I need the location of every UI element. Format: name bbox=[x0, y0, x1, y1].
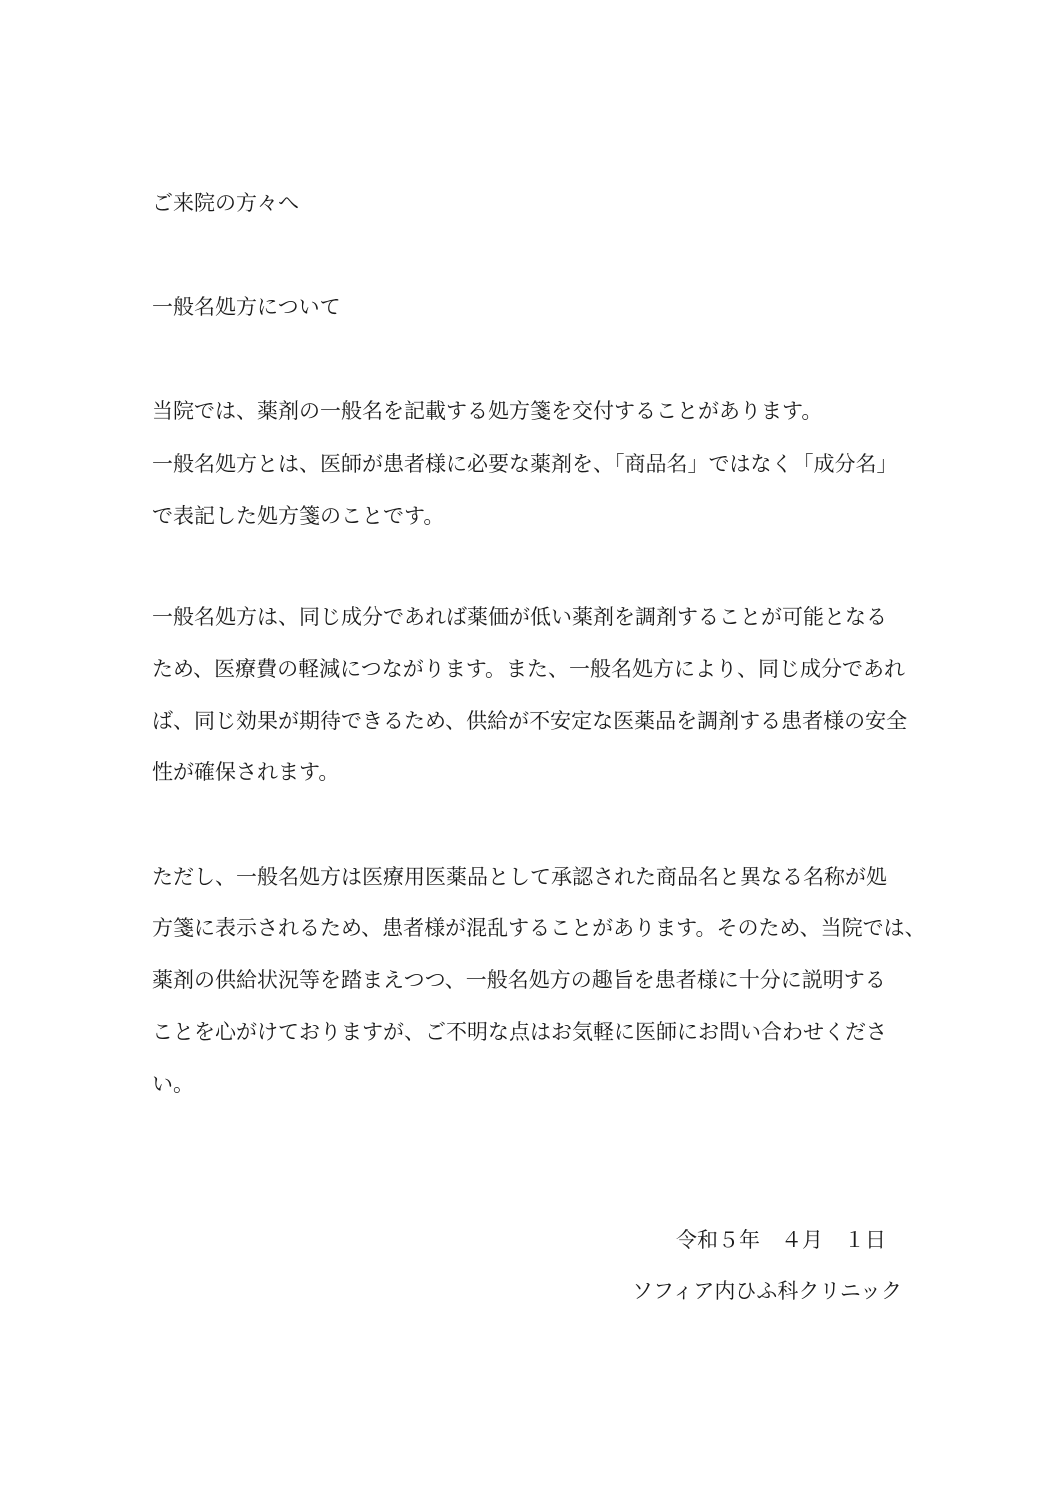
paragraph-line: い。 bbox=[152, 1072, 194, 1096]
clinic-name: ソフィア内ひふ科クリニック bbox=[632, 1279, 903, 1303]
paragraph-line: ば、同じ効果が期待できるため、供給が不安定な医薬品を調剤する患者様の安全 bbox=[152, 709, 908, 733]
paragraph-line: で表記した処方箋のことです。 bbox=[152, 504, 445, 528]
paragraph-line: 薬剤の供給状況等を踏まえつつ、一般名処方の趣旨を患者様に十分に説明する bbox=[152, 968, 886, 992]
paragraph-line: 方箋に表示されるため、患者様が混乱することがあります。そのため、当院では、 bbox=[152, 916, 926, 940]
salutation: ご来院の方々へ bbox=[152, 191, 299, 215]
paragraph-line: ことを心がけておりますが、ご不明な点はお気軽に医師にお問い合わせくださ bbox=[152, 1020, 887, 1044]
paragraph-line: 一般名処方とは、医師が患者様に必要な薬剤を、「商品名」ではなく「成分名」 bbox=[152, 452, 898, 476]
paragraph-line: 当院では、薬剤の一般名を記載する処方箋を交付することがあります。 bbox=[152, 399, 823, 423]
document-title: 一般名処方について bbox=[152, 295, 341, 319]
paragraph-line: ため、医療費の軽減につながります。また、一般名処方により、同じ成分であれ bbox=[152, 657, 906, 681]
paragraph-line: 性が確保されます。 bbox=[152, 760, 340, 784]
paragraph-line: 一般名処方は、同じ成分であれば薬価が低い薬剤を調剤することが可能となる bbox=[152, 605, 887, 629]
document-date: 令和５年 ４月 １日 bbox=[676, 1228, 886, 1252]
paragraph-line: ただし、一般名処方は医療用医薬品として承認された商品名と異なる名称が処 bbox=[152, 865, 887, 889]
